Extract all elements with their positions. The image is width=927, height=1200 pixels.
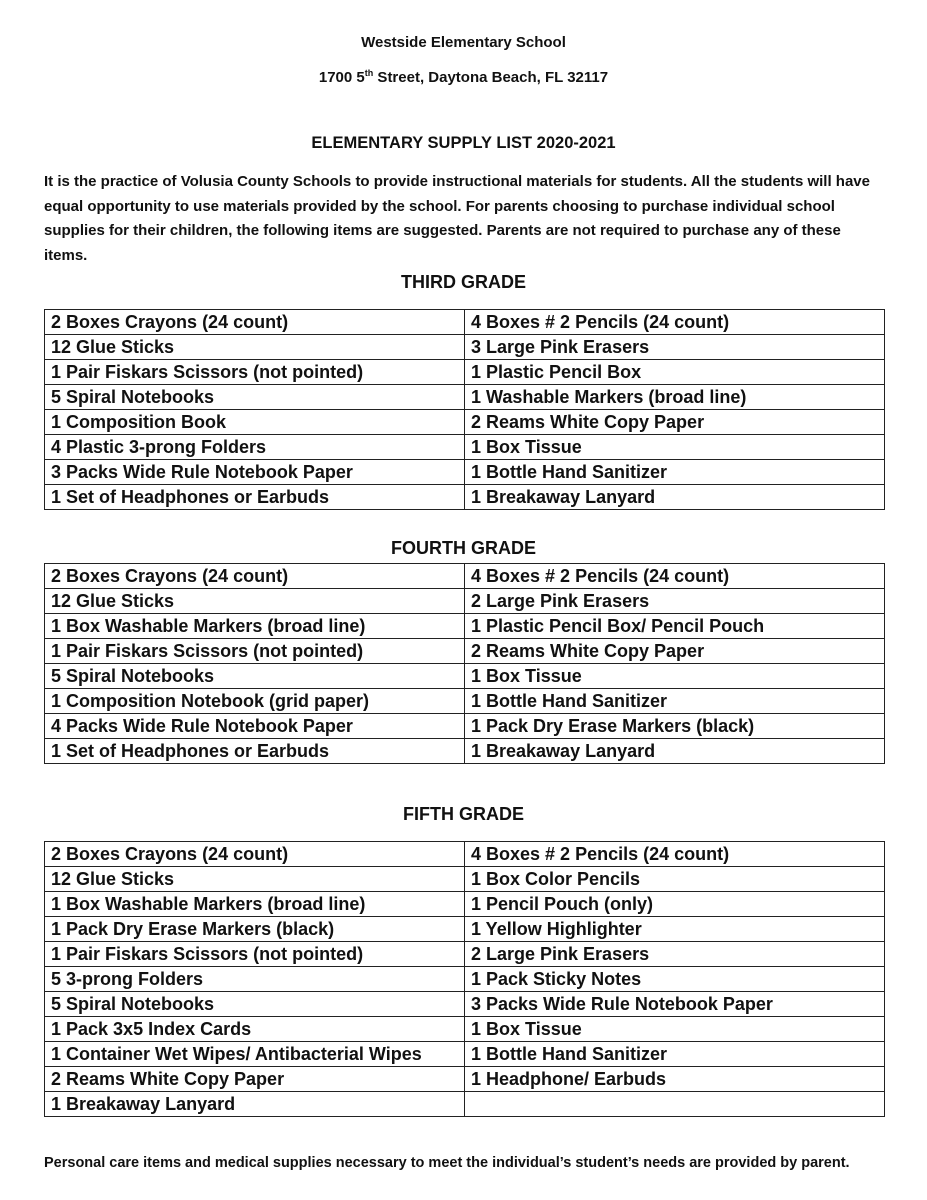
supply-item: 2 Boxes Crayons (24 count) — [45, 310, 465, 335]
table-row — [45, 310, 885, 335]
empty-cell — [465, 1092, 885, 1117]
supply-item: 2 Large Pink Erasers — [465, 589, 885, 614]
table-row — [45, 614, 885, 639]
supply-item: 3 Large Pink Erasers — [465, 335, 885, 360]
table-row — [45, 867, 885, 892]
supply-item: 1 Container Wet Wipes/ Antibacterial Wipes — [45, 1042, 465, 1067]
supply-item: 5 Spiral Notebooks — [45, 664, 465, 689]
supply-item: 1 Breakaway Lanyard — [465, 485, 885, 510]
table-row — [45, 1042, 885, 1067]
supply-item: 1 Box Color Pencils — [465, 867, 885, 892]
third-grade-supply-table — [44, 309, 885, 510]
supply-item: 12 Glue Sticks — [45, 867, 465, 892]
supply-item: 4 Packs Wide Rule Notebook Paper — [45, 714, 465, 739]
supply-item: 2 Boxes Crayons (24 count) — [45, 564, 465, 589]
supply-item: 5 Spiral Notebooks — [45, 992, 465, 1017]
supply-item: 1 Composition Book — [45, 410, 465, 435]
supply-item: 12 Glue Sticks — [45, 335, 465, 360]
supply-item: 2 Boxes Crayons (24 count) — [45, 842, 465, 867]
table-row — [45, 460, 885, 485]
table-row — [45, 714, 885, 739]
supply-item: 1 Headphone/ Earbuds — [465, 1067, 885, 1092]
table-row — [45, 992, 885, 1017]
school-name: Westside Elementary School — [361, 34, 566, 51]
supply-item: 1 Box Tissue — [465, 664, 885, 689]
supply-item: 1 Pencil Pouch (only) — [465, 892, 885, 917]
supply-item: 2 Reams White Copy Paper — [45, 1067, 465, 1092]
supply-item: 1 Pack Dry Erase Markers (black) — [45, 917, 465, 942]
table-row — [45, 842, 885, 867]
supply-item: 1 Plastic Pencil Box/ Pencil Pouch — [465, 614, 885, 639]
supply-item: 4 Plastic 3-prong Folders — [45, 435, 465, 460]
supply-item: 1 Breakaway Lanyard — [465, 739, 885, 764]
supply-item: 1 Box Washable Markers (broad line) — [45, 892, 465, 917]
table-row — [45, 410, 885, 435]
supply-item: 1 Yellow Highlighter — [465, 917, 885, 942]
supply-item: 1 Composition Notebook (grid paper) — [45, 689, 465, 714]
fifth-grade-supply-table — [44, 841, 885, 1117]
table-row — [45, 942, 885, 967]
table-row — [45, 1092, 885, 1117]
supply-item: 1 Pack 3x5 Index Cards — [45, 1017, 465, 1042]
intro-paragraph: It is the practice of Volusia County Schools to provide instructional materials for students. All the students will have equal opportunity to use materials provided by the school. For parents choosing to purchase individual school supplies for their children, the following items are suggested. Parents are not required to purchase any of these items. — [44, 173, 870, 264]
supply-item: 2 Reams White Copy Paper — [465, 410, 885, 435]
table-row — [45, 1017, 885, 1042]
supply-item: 3 Packs Wide Rule Notebook Paper — [465, 992, 885, 1017]
supply-item: 2 Large Pink Erasers — [465, 942, 885, 967]
supply-item: 1 Box Washable Markers (broad line) — [45, 614, 465, 639]
fifth-grade-heading: FIFTH GRADE — [403, 804, 524, 824]
supply-item: 5 Spiral Notebooks — [45, 385, 465, 410]
table-row — [45, 639, 885, 664]
supply-item: 1 Pack Sticky Notes — [465, 967, 885, 992]
supply-item: 1 Box Tissue — [465, 1017, 885, 1042]
supply-item: 2 Reams White Copy Paper — [465, 639, 885, 664]
supply-item: 1 Bottle Hand Sanitizer — [465, 689, 885, 714]
supply-item: 1 Bottle Hand Sanitizer — [465, 1042, 885, 1067]
footer-note: Personal care items and medical supplies necessary to meet the individual’s student’s needs are provided by parent. — [44, 1155, 850, 1171]
table-row — [45, 435, 885, 460]
table-row — [45, 360, 885, 385]
supply-item: 5 3-prong Folders — [45, 967, 465, 992]
supply-item: 1 Pair Fiskars Scissors (not pointed) — [45, 942, 465, 967]
supply-item: 4 Boxes # 2 Pencils (24 count) — [465, 842, 885, 867]
table-row — [45, 739, 885, 764]
table-row — [45, 1067, 885, 1092]
table-row — [45, 892, 885, 917]
table-row — [45, 689, 885, 714]
address-prefix: 1700 5 — [318, 69, 365, 86]
fourth-grade-supply-table — [44, 563, 885, 764]
supply-item: 1 Set of Headphones or Earbuds — [45, 739, 465, 764]
supply-item: 1 Pack Dry Erase Markers (black) — [465, 714, 885, 739]
address-ordinal-suffix: th — [364, 68, 374, 78]
table-row — [45, 589, 885, 614]
table-row — [45, 917, 885, 942]
table-row — [45, 664, 885, 689]
supply-item: 4 Boxes # 2 Pencils (24 count) — [465, 564, 885, 589]
address-suffix: Street, Daytona Beach, FL 32117 — [373, 69, 609, 86]
fourth-grade-heading: FOURTH GRADE — [391, 538, 536, 558]
supply-item: 3 Packs Wide Rule Notebook Paper — [45, 460, 465, 485]
table-row — [45, 335, 885, 360]
table-row — [45, 967, 885, 992]
supply-item: 4 Boxes # 2 Pencils (24 count) — [465, 310, 885, 335]
supply-item: 1 Plastic Pencil Box — [465, 360, 885, 385]
third-grade-heading: THIRD GRADE — [401, 272, 526, 292]
supply-item: 1 Set of Headphones or Earbuds — [45, 485, 465, 510]
table-row — [45, 385, 885, 410]
supply-item: 1 Pair Fiskars Scissors (not pointed) — [45, 360, 465, 385]
supply-item: 1 Breakaway Lanyard — [45, 1092, 465, 1117]
table-row — [45, 485, 885, 510]
supply-item: 12 Glue Sticks — [45, 589, 465, 614]
supply-item: 1 Washable Markers (broad line) — [465, 385, 885, 410]
supply-item: 1 Pair Fiskars Scissors (not pointed) — [45, 639, 465, 664]
school-address — [0, 68, 927, 86]
table-row — [45, 564, 885, 589]
supply-item: 1 Box Tissue — [465, 435, 885, 460]
supply-item: 1 Bottle Hand Sanitizer — [465, 460, 885, 485]
supply-list-title: ELEMENTARY SUPPLY LIST 2020-2021 — [311, 134, 616, 152]
